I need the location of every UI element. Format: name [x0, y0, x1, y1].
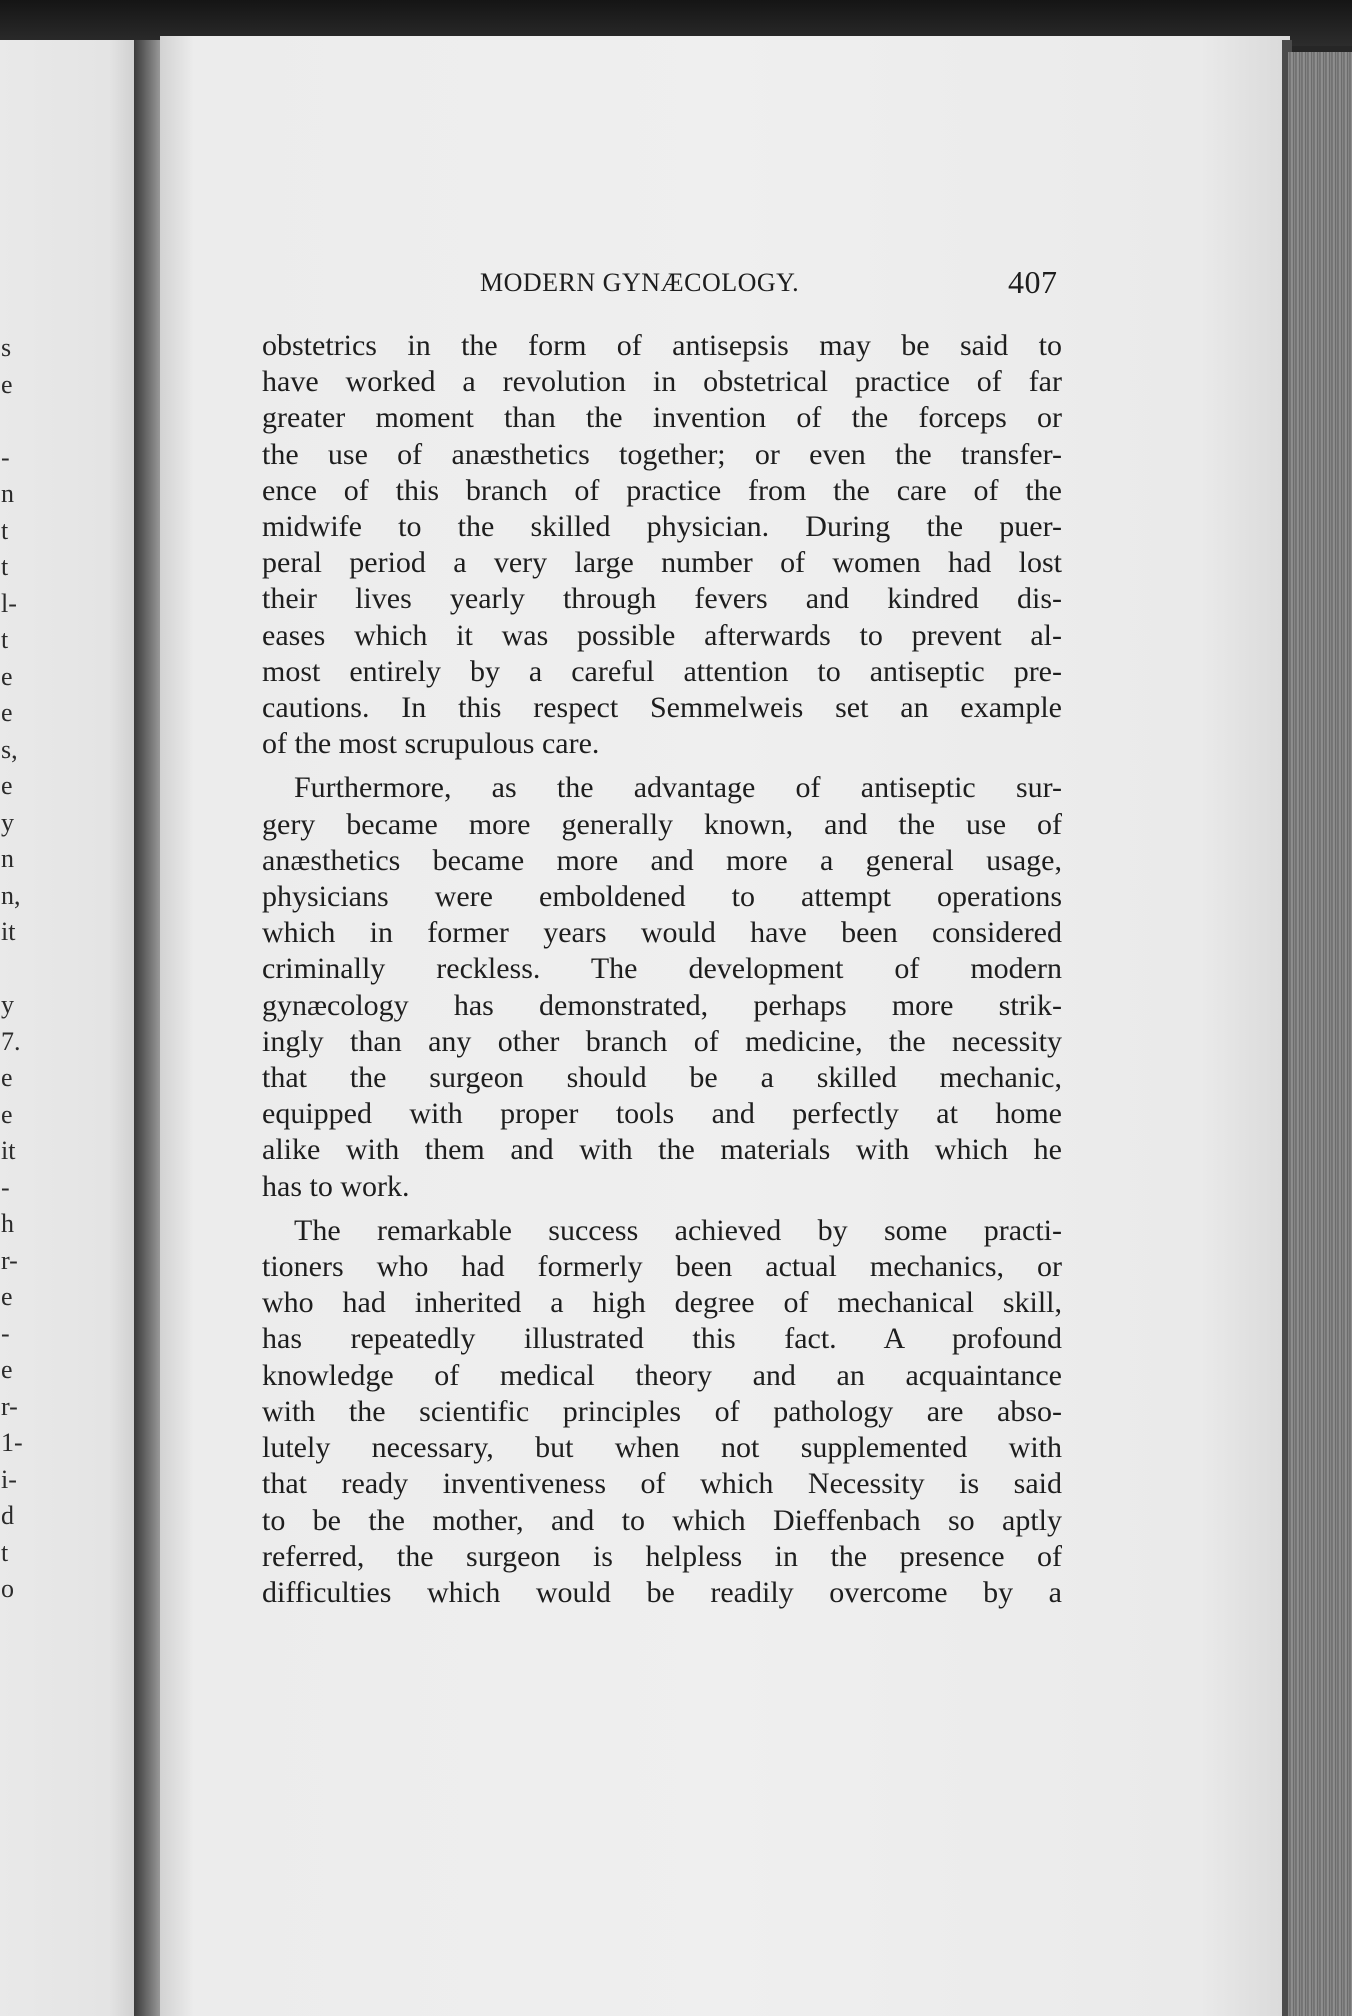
text-line: the use of anæsthetics together; or even the transfer-: [262, 437, 1062, 471]
body-text: [262, 328, 1062, 1611]
left-page-fragment: t: [1, 1537, 9, 1567]
left-page-fragment: [0, 951, 20, 988]
left-page-fragment: it: [1, 1136, 16, 1165]
text-line: criminally reckless. The development of modern: [262, 952, 1062, 986]
text-line: difficulties which would be readily overcome by a: [262, 1575, 1062, 1609]
text-line: with the scientific principles of pathology are abso-: [262, 1394, 1062, 1428]
left-page-fragment: n: [1, 844, 14, 873]
left-page-fragment: 1-: [1, 1428, 23, 1457]
text-line: that the surgeon should be a skilled mechanic,: [262, 1061, 1062, 1095]
text-line: lutely necessary, but when not supplemented with: [262, 1431, 1062, 1465]
text-line: equipped with proper tools and perfectly at home: [262, 1097, 1062, 1131]
left-page-fragment: e: [1, 771, 13, 800]
text-line: most entirely by a careful attention to antiseptic pre-: [262, 654, 1062, 688]
left-page-fragment: n: [1, 479, 14, 508]
text-line: to be the mother, and to which Dieffenbach so aptly: [262, 1503, 1062, 1537]
paragraph: [262, 1213, 1062, 1611]
text-line: that ready inventiveness of which Necessity is said: [262, 1467, 1062, 1501]
text-line: tioners who had formerly been actual mechanics, or: [262, 1250, 1062, 1284]
text-line: referred, the surgeon is helpless in the presence of: [262, 1539, 1062, 1573]
left-page-fragment: -: [1, 1172, 10, 1202]
text-line: midwife to the skilled physician. During the puer-: [262, 510, 1062, 544]
text-line: gynæcology has demonstrated, perhaps more strik-: [262, 988, 1062, 1022]
text-line: Furthermore, as the advantage of antiseptic sur-: [294, 771, 1062, 805]
text-line: ence of this branch of practice from the care of the: [262, 473, 1062, 507]
text-line: The remarkable success achieved by some practi-: [294, 1213, 1062, 1247]
left-page-fragment: y: [1, 807, 14, 837]
left-page-fragment: r-: [1, 1245, 18, 1275]
left-page-fragment: e: [1, 369, 13, 399]
paragraph: [262, 328, 1062, 762]
text-line: has repeatedly illustrated this fact. A profound: [262, 1322, 1062, 1356]
text-line: greater moment than the invention of the forceps or: [262, 401, 1062, 435]
text-line: ingly than any other branch of medicine, the necessity: [262, 1024, 1062, 1058]
running-head-title: MODERN GYNÆCOLOGY.: [480, 268, 800, 297]
left-page-fragment: t: [1, 625, 9, 654]
left-page-fragment: 7.: [1, 1026, 21, 1056]
left-page-fragment: it: [1, 917, 16, 946]
text-line: their lives yearly through fevers and kindred dis-: [262, 582, 1062, 616]
text-line: has to work.: [262, 1169, 410, 1203]
text-line: eases which it was possible afterwards to prevent al-: [262, 618, 1062, 652]
left-page-fragment: o: [1, 1574, 14, 1603]
text-line: obstetrics in the form of antisepsis may be said to: [262, 329, 1062, 362]
text-line: gery became more generally known, and the use of: [262, 807, 1062, 841]
text-line: which in former years would have been considered: [262, 916, 1062, 950]
left-page-fragment: i-: [1, 1464, 17, 1494]
left-page-fragment: l-: [1, 588, 17, 618]
left-page-fragment: -: [1, 1318, 10, 1348]
paragraph-gap: [262, 762, 1062, 770]
left-page-fragment: y: [1, 990, 14, 1019]
left-page-fragment: e: [1, 1099, 13, 1129]
left-page-fragment: e: [1, 1355, 13, 1384]
text-line: cautions. In this respect Semmelweis set an example: [262, 691, 1062, 725]
left-page-fragment: s,: [1, 734, 18, 764]
text-line: have worked a revolution in obstetrical practice of far: [262, 365, 1062, 399]
left-page-fragment: t: [1, 552, 9, 581]
left-page-fragment: -: [1, 442, 10, 472]
text-line: of the most scrupulous care.: [262, 727, 600, 761]
left-page-fragment: e: [1, 698, 13, 727]
page-number: 407: [1008, 264, 1058, 300]
left-page-fragment: e: [1, 1282, 13, 1311]
text-line: physicians were emboldened to attempt operations: [262, 880, 1062, 914]
left-page-text-fragments: [0, 330, 23, 1608]
left-page-fragment: e: [1, 1063, 13, 1092]
text-line: alike with them and with the materials with which he: [262, 1133, 1062, 1167]
text-line: knowledge of medical theory and an acquaintance: [262, 1358, 1062, 1392]
text-line: who had inherited a high degree of mechanical skill,: [262, 1286, 1062, 1320]
left-page-fragment: n,: [1, 880, 21, 910]
left-page-fragment: r-: [1, 1391, 18, 1421]
left-page-fragment: [0, 403, 20, 440]
left-page-fragment: s: [1, 333, 12, 362]
text-line: peral period a very large number of women had lost: [262, 546, 1062, 580]
paragraph-gap: [262, 1205, 1062, 1213]
paragraph: [262, 770, 1062, 1204]
left-page-fragment: t: [1, 515, 9, 545]
left-page-fragment: e: [1, 661, 13, 691]
left-page-fragment: d: [1, 1501, 14, 1530]
left-page-fragment: h: [1, 1209, 14, 1238]
text-line: anæsthetics became more and more a general usage,: [262, 843, 1062, 877]
page-edges: [1288, 52, 1352, 2016]
